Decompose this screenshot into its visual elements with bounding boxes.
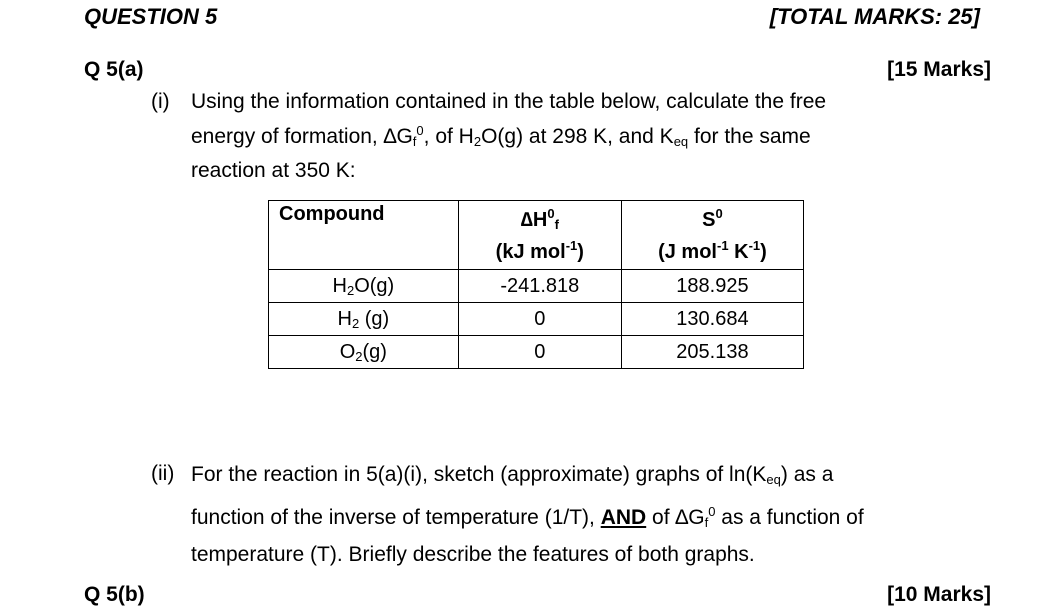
part-b-label: Q 5(b) — [84, 583, 145, 606]
item-i-text — [191, 87, 826, 185]
item-ii-line-2: function of the inverse of temperature (1/T), AND of $\Delta G_f^0$ as a function of — [191, 504, 864, 530]
cell-enthalpy: -241.818 — [458, 270, 621, 303]
table-row — [269, 270, 804, 303]
cell-enthalpy: 0 — [458, 336, 621, 369]
cell-enthalpy: 0 — [458, 303, 621, 336]
thermo-data-table — [268, 200, 804, 369]
header-compound: Compound — [269, 201, 459, 270]
cell-compound: $H_2$ (g) — [269, 303, 459, 336]
table-header-row — [269, 201, 804, 270]
part-a-label: Q 5(a) — [84, 58, 144, 81]
table-row — [269, 336, 804, 369]
part-b-marks: [10 Marks] — [887, 583, 991, 606]
item-ii-line-1: For the reaction in 5(a)(i), sketch (approximate) graphs of $\ln(K_{eq})$ as a — [191, 463, 834, 487]
table-row — [269, 303, 804, 336]
cell-entropy: 188.925 — [621, 270, 803, 303]
item-ii-line-3: temperature (T). Briefly describe the features of both graphs. — [191, 543, 755, 566]
item-i-number: (i) — [151, 90, 170, 113]
total-marks: [TOTAL MARKS: 25] — [769, 4, 980, 29]
and-emphasis: AND — [600, 506, 647, 529]
cell-compound: $O_2(g)$ — [269, 336, 459, 369]
item-i-line-3: reaction at 350 K: — [191, 159, 356, 182]
header-enthalpy: $\Delta H^0_f$ (kJ mol$^{-1}$) — [458, 201, 621, 270]
cell-entropy: 130.684 — [621, 303, 803, 336]
item-i-line-2: energy of formation, $\Delta G_f^0$, of $H_2O(g)$ at 298 K, and $K_{eq}$ for the same — [191, 123, 811, 149]
cell-entropy: 205.138 — [621, 336, 803, 369]
header-entropy: $S^0$ (J mol$^{-1}$ $K^{-1}$) — [621, 201, 803, 270]
item-ii-number: (ii) — [151, 462, 175, 485]
item-ii-text — [191, 459, 864, 571]
part-a-marks: [15 Marks] — [887, 58, 991, 81]
question-title: QUESTION 5 — [84, 4, 218, 29]
cell-compound: $H_2O(g)$ — [269, 270, 459, 303]
item-i-line-1: Using the information contained in the table below, calculate the free — [191, 90, 827, 113]
